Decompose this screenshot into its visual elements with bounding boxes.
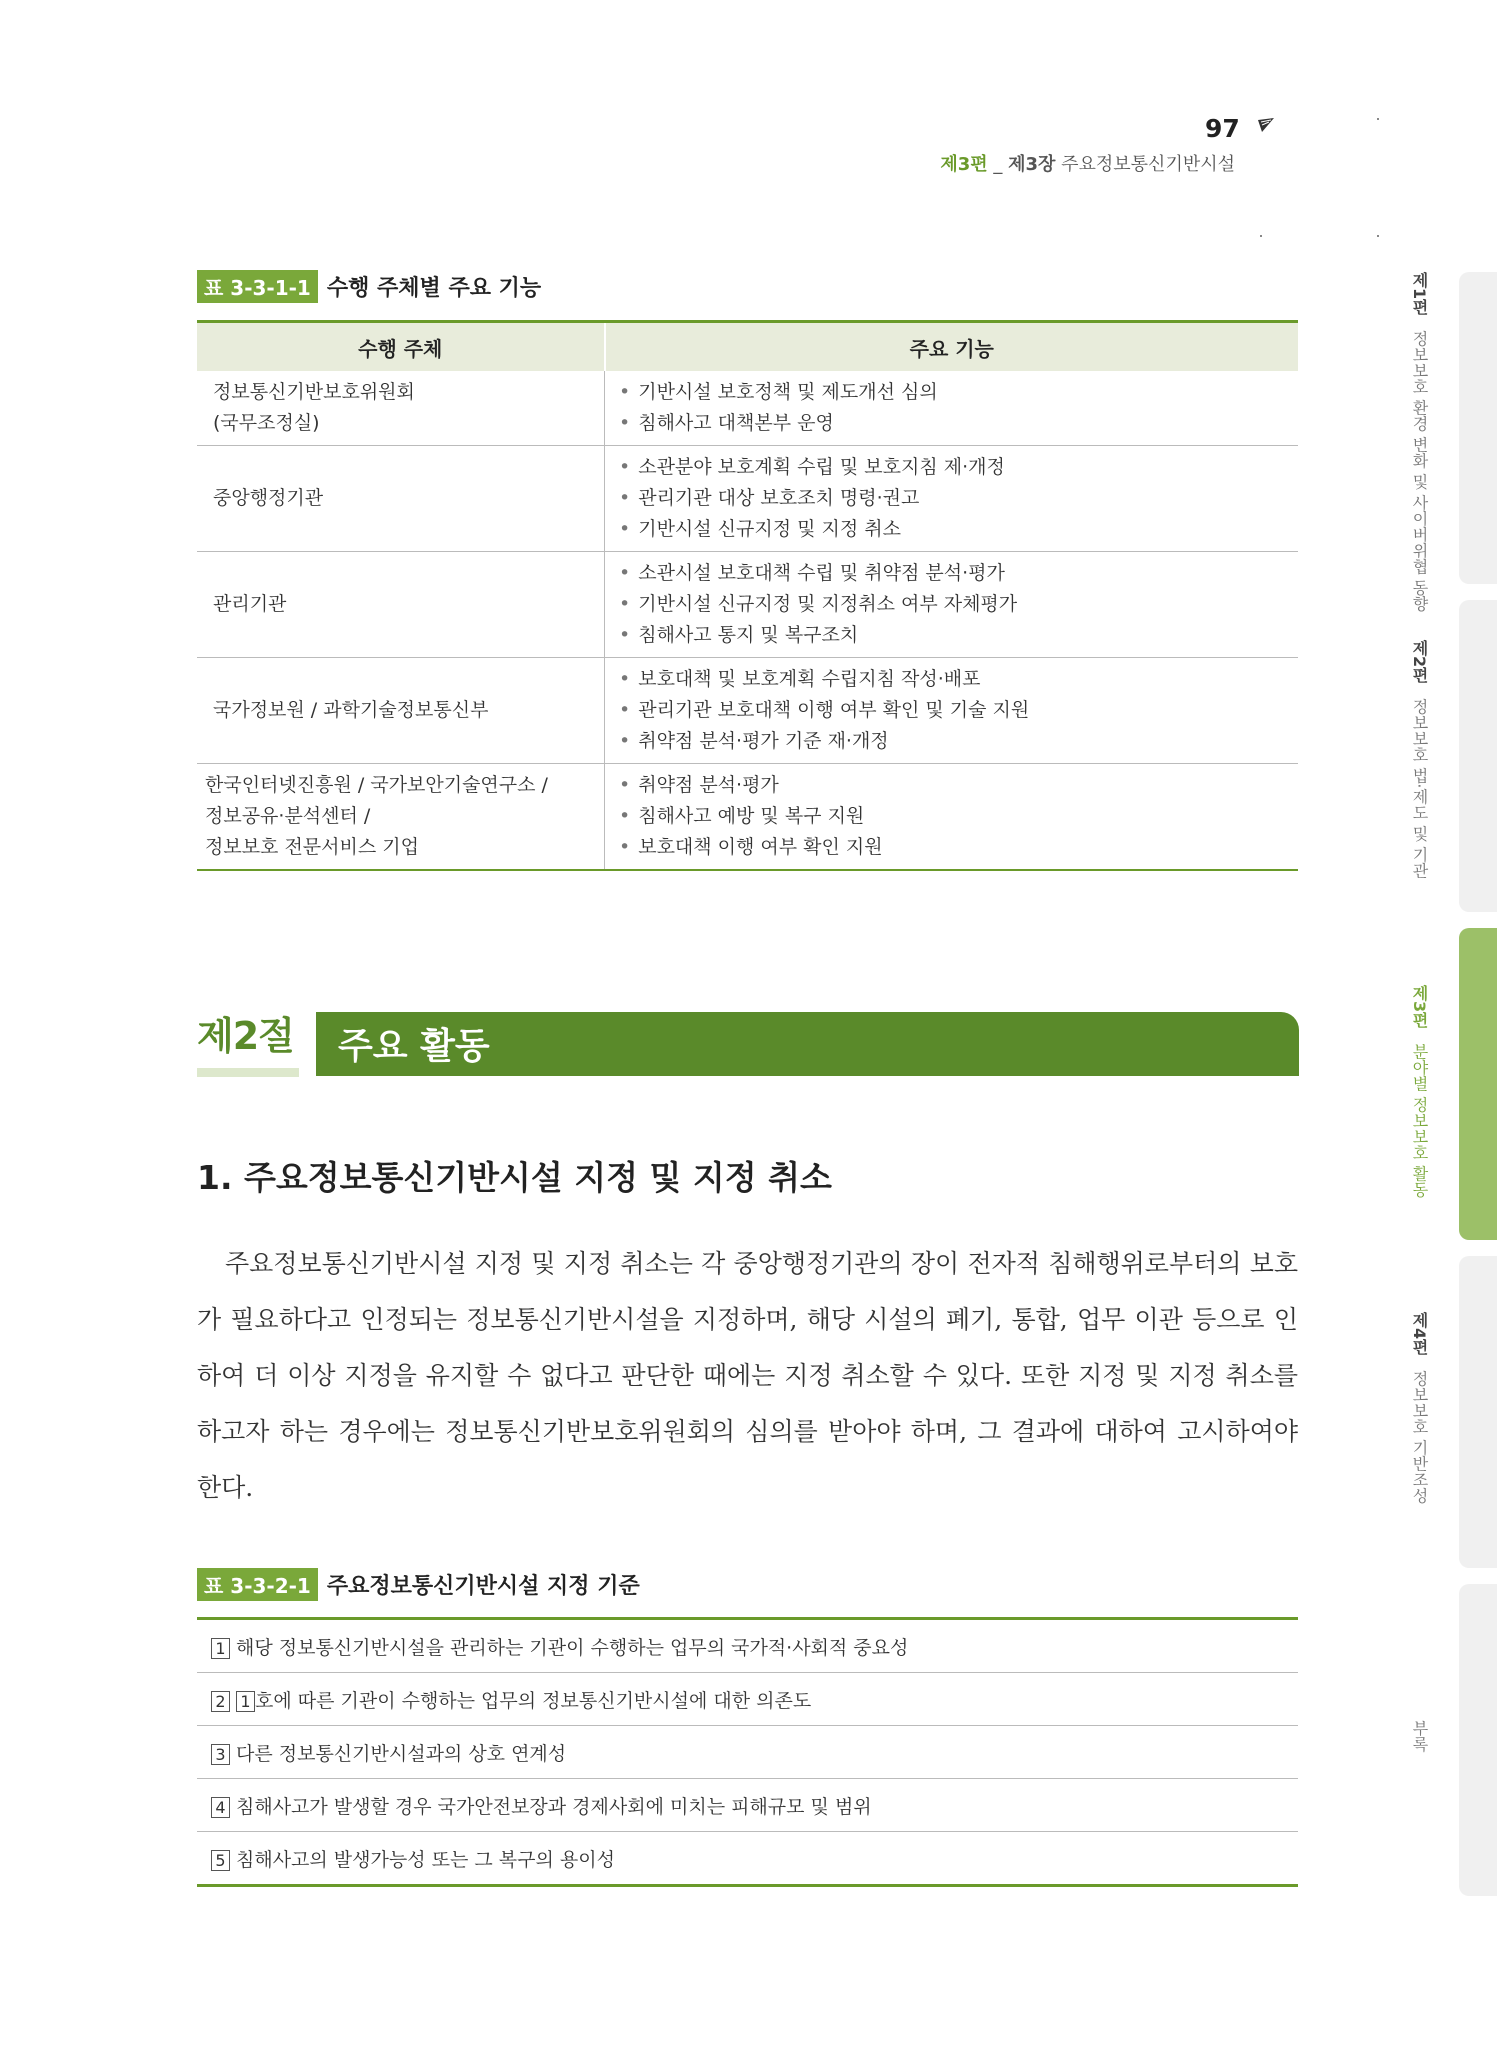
table-header-row: [197, 322, 1298, 372]
side-tab-part2[interactable]: [1459, 600, 1497, 912]
table2-title: 주요정보통신기반시설 지정 기준: [326, 1574, 640, 1599]
side-tab-part4[interactable]: [1459, 1256, 1497, 1568]
section-title: 주요 활동: [338, 1026, 490, 1067]
table1-caption: [197, 270, 541, 303]
running-head-title: 주요정보통신기반시설: [1055, 154, 1235, 175]
running-head: [940, 150, 1235, 176]
functions-cell: • 취약점 분석·평가 • 침해사고 예방 및 복구 지원 • 보호대책 이행 여부 확인 지원: [605, 764, 1299, 871]
corner-mark-icon: [1258, 118, 1274, 132]
criteria-table: [197, 1617, 1298, 1887]
functions-cell: • 소관시설 보호대책 수립 및 취약점 분석·평가 • 기반시설 신규지정 및 지정취소 여부 자체평가 • 침해사고 통지 및 복구조치: [605, 552, 1299, 658]
section-number-underline: [197, 1068, 299, 1077]
item-reference-box: 1: [236, 1691, 255, 1712]
page-number: 97: [1205, 114, 1240, 143]
side-tab-label-appendix: 부록: [1410, 1720, 1429, 1752]
table-row: [197, 1619, 1298, 1673]
side-tab-label-part2: 제2편 정보보호 법·제도 및 기관: [1410, 640, 1429, 879]
criteria-item: 2 1 호에 따른 기관이 수행하는 업무의 정보통신기반시설에 대한 의존도: [197, 1673, 1298, 1726]
subsection-heading: 1. 주요정보통신기반시설 지정 및 지정 취소: [197, 1158, 832, 1197]
table-row: [197, 658, 1298, 764]
criteria-item: 1 해당 정보통신기반시설을 관리하는 기관이 수행하는 업무의 국가적·사회적 중요성: [197, 1619, 1298, 1673]
item-number-box: 5: [211, 1850, 230, 1871]
item-number-box: 4: [211, 1797, 230, 1818]
side-tab-label-part4: 제4편 정보보호 기반조성: [1410, 1312, 1429, 1504]
side-tab-appendix[interactable]: [1459, 1584, 1497, 1896]
item-number-box: 2: [211, 1691, 230, 1712]
criteria-item: 5 침해사고의 발생가능성 또는 그 복구의 용이성: [197, 1832, 1298, 1886]
functions-cell: • 소관분야 보호계획 수립 및 보호지침 제·개정 • 관리기관 대상 보호조치 명령·권고 • 기반시설 신규지정 및 지정 취소: [605, 446, 1299, 552]
actor-cell: 중앙행정기관: [197, 446, 605, 552]
table-row: [197, 764, 1298, 871]
actor-cell: 한국인터넷진흥원 / 국가보안기술연구소 / 정보공유·분석센터 / 정보보호 전문서비스 기업: [197, 764, 605, 871]
item-number-box: 3: [211, 1744, 230, 1765]
side-tab-label-part3: 제3편 분야별 정보보호 활동: [1410, 985, 1429, 1198]
side-tab-label-part1: 제1편 정보보호 환경 변화 및 사이버위협 동향: [1410, 272, 1429, 612]
running-head-separator: _: [987, 154, 1009, 175]
crop-dot: [1260, 235, 1262, 237]
functions-cell: • 보호대책 및 보호계획 수립지침 작성·배포 • 관리기관 보호대책 이행 여부 확인 및 기술 지원 • 취약점 분석·평가 기준 재·개정: [605, 658, 1299, 764]
crop-dot: [1377, 235, 1379, 237]
body-paragraph: 주요정보통신기반시설 지정 및 지정 취소는 각 중앙행정기관의 장이 전자적 침해행위로부터의 보호가 필요하다고 인정되는 정보통신기반시설을 지정하며, 해당 시설의 폐기, 통합, 업무 이관 등으로 인하여 더 이상 지정을 유지할 수 없다고 판단한 때에는 지정 취소할 수 있다. 또한 지정 및 지정 취소를 하고자 하는 경우에는 정보통신기반보호위원회의 심의를 받아야 하며, 그 결과에 대하여 고시하여야 한다.: [197, 1249, 1298, 1502]
table-row: [197, 446, 1298, 552]
item-number-box: 1: [211, 1638, 230, 1659]
table-row: [197, 1832, 1298, 1886]
functions-cell: • 기반시설 보호정책 및 제도개선 심의 • 침해사고 대책본부 운영: [605, 371, 1299, 446]
side-tab-part1[interactable]: [1459, 272, 1497, 584]
table2-caption: [197, 1568, 640, 1601]
table-row: [197, 552, 1298, 658]
table-row: [197, 1673, 1298, 1726]
table2-tag: 표 3-3-2-1: [197, 1568, 318, 1601]
criteria-item: 4 침해사고가 발생할 경우 국가안전보장과 경제사회에 미치는 피해규모 및 범위: [197, 1779, 1298, 1832]
section-number: 제2절: [197, 1014, 294, 1058]
table1-title: 수행 주체별 주요 기능: [326, 276, 542, 301]
table1-tag: 표 3-3-1-1: [197, 270, 318, 303]
functions-table: [197, 320, 1298, 871]
table-row: [197, 1726, 1298, 1779]
table-header-functions: 주요 기능: [605, 322, 1299, 372]
crop-dot: [1377, 118, 1379, 120]
table-header-actor: 수행 주체: [197, 322, 605, 372]
running-head-part: 제3편: [940, 154, 988, 175]
side-tab-part3[interactable]: [1459, 928, 1497, 1240]
criteria-item: 3 다른 정보통신기반시설과의 상호 연계성: [197, 1726, 1298, 1779]
table-row: [197, 1779, 1298, 1832]
table-row: [197, 371, 1298, 446]
actor-cell: 관리기관: [197, 552, 605, 658]
actor-cell: 국가정보원 / 과학기술정보통신부: [197, 658, 605, 764]
actor-cell: 정보통신기반보호위원회 (국무조정실): [197, 371, 605, 446]
running-head-chapter: 제3장: [1008, 154, 1056, 175]
